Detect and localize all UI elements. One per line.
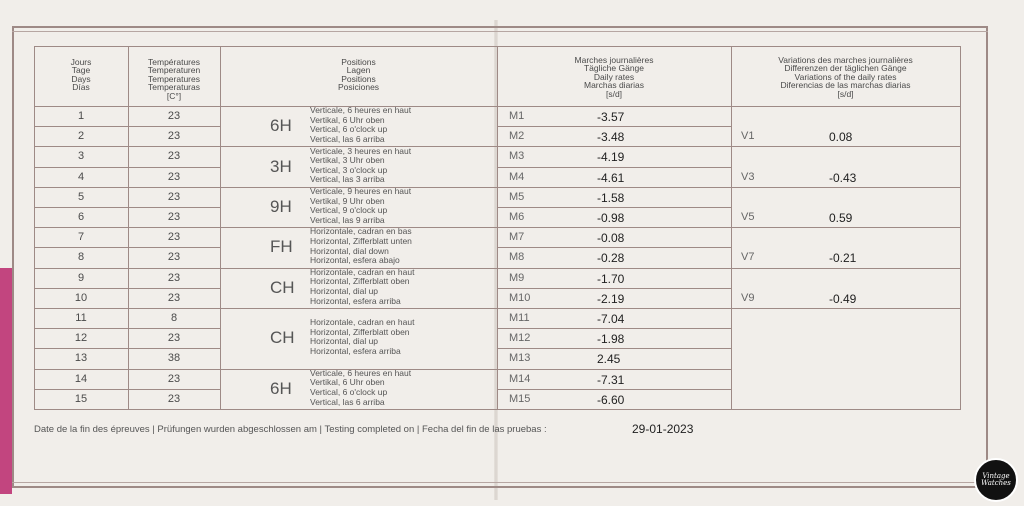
measurement-label: M1: [509, 110, 525, 122]
daily-rate-value: -0.28: [597, 251, 625, 266]
row-divider: [34, 268, 220, 269]
header-temperatures-line: Températures: [148, 57, 200, 67]
measurement-label: M10: [509, 291, 531, 304]
header-daily-rates-line: Marches journalières: [574, 55, 654, 65]
row-divider: [497, 308, 731, 309]
position-description-line: Vertical, 3 o'clock up: [310, 164, 388, 175]
temperature-cell: 23: [167, 291, 181, 304]
header-daily-rates-line: [s/d]: [605, 88, 623, 99]
row-divider: [34, 146, 220, 147]
day-cell: 9: [77, 271, 85, 284]
row-divider: [497, 126, 731, 127]
position-code: FH: [270, 237, 293, 257]
variation-label: V1: [741, 130, 755, 143]
day-cell: 10: [74, 291, 88, 304]
variation-divider: [731, 268, 960, 269]
row-divider: [34, 288, 220, 289]
header-days-line: Tage: [71, 65, 91, 76]
daily-rate-value: -1.70: [597, 271, 625, 286]
row-divider: [497, 146, 731, 147]
position-description: [310, 318, 414, 356]
variation-divider: [731, 146, 960, 147]
temperature-cell: 38: [167, 352, 181, 365]
day-cell: 3: [77, 150, 85, 163]
variation-label: V7: [741, 251, 755, 264]
measurement-label: M13: [509, 352, 531, 365]
position-code: CH: [270, 277, 295, 297]
frame-inner-line-bottom: [12, 482, 988, 483]
temperature-cell: 23: [167, 271, 181, 284]
position-code: 9H: [270, 197, 292, 216]
temperature-cell: 23: [167, 110, 181, 122]
day-cell: 11: [75, 312, 87, 324]
measurement-label: M5: [509, 190, 525, 203]
row-divider: [497, 227, 731, 228]
position-description-line: Verticale, 6 heures en haut: [310, 367, 412, 378]
daily-rate-value: -1.98: [597, 332, 625, 347]
position-description-line: Horizontale, cadran en bas: [310, 226, 412, 237]
header-daily-rates-line: Marchas diarias: [584, 80, 644, 91]
measurement-label: M6: [509, 211, 525, 223]
position-description-line: Vertical, 9 o'clock up: [310, 205, 388, 216]
day-cell: 5: [77, 190, 85, 203]
row-divider: [34, 187, 220, 188]
temperature-cell: 23: [167, 150, 181, 163]
variation-value: -0.21: [829, 251, 857, 266]
day-cell: 13: [74, 352, 88, 365]
header-positions-line: Positions: [341, 57, 376, 67]
header-temperatures-line: Temperaturas: [148, 82, 200, 93]
row-divider: [497, 389, 731, 390]
header-daily-rates: [497, 56, 731, 98]
temperature-cell: 23: [167, 251, 181, 264]
position-code: 6H: [270, 116, 292, 136]
position-description-line: Verticale, 6 heures en haut: [310, 105, 412, 116]
variation-value: 0.08: [829, 130, 853, 145]
daily-rate-value: -7.31: [597, 372, 625, 387]
day-cell: 6: [77, 211, 85, 223]
row-divider: [497, 247, 731, 248]
table-border-right: [960, 46, 961, 410]
day-cell: 12: [74, 332, 88, 345]
position-description-line: Horizontal, Zifferblatt oben: [310, 326, 410, 337]
position-description-line: Vertical, las 6 arriba: [310, 133, 385, 144]
variation-value: -0.49: [829, 291, 857, 306]
row-divider: [497, 268, 731, 269]
day-cell: 8: [77, 251, 85, 264]
row-divider: [497, 167, 731, 168]
measurement-label: M3: [509, 150, 525, 163]
position-description: [310, 227, 412, 265]
temperature-cell: 23: [167, 190, 181, 203]
day-cell: 1: [77, 110, 85, 122]
variation-label: V3: [741, 170, 755, 183]
header-positions-line: Lagen: [346, 65, 371, 76]
position-description-line: Vertical, las 3 arriba: [310, 174, 385, 185]
variation-divider: [731, 227, 960, 228]
completion-label: Date de la fin des épreuves | Prüfungen wurden abgeschlossen am | Testing completed on | Fecha del fin de las pruebas :: [34, 424, 547, 435]
header-days: [34, 58, 128, 92]
daily-rate-value: -6.60: [597, 392, 625, 407]
header-days-line: Días: [72, 82, 90, 93]
temperature-cell: 23: [167, 211, 181, 223]
day-cell: 15: [74, 392, 88, 405]
measurement-label: M12: [509, 332, 531, 345]
measurement-label: M11: [509, 312, 530, 324]
day-cell: 7: [77, 231, 85, 244]
row-divider: [34, 308, 220, 309]
header-temperatures-line: Temperatures: [148, 73, 200, 84]
position-code: 6H: [270, 378, 292, 398]
position-description-line: Horizontal, esfera arriba: [310, 295, 401, 306]
measurement-label: M14: [509, 372, 531, 385]
frame-inner-line-top: [12, 31, 988, 32]
header-temperatures: [128, 58, 220, 100]
position-description-line: Vertikal, 3 Uhr oben: [310, 155, 385, 166]
vintage-watches-logo: Vintage Watches: [974, 458, 1018, 502]
daily-rate-value: -0.98: [597, 211, 625, 225]
row-divider: [34, 348, 220, 349]
header-positions-line: Posiciones: [337, 82, 380, 93]
position-description-line: Horizontale, cadran en haut: [310, 266, 415, 277]
completion-date: 29-01-2023: [632, 422, 694, 436]
temperature-cell: 23: [167, 392, 181, 405]
daily-rate-value: 2.45: [597, 352, 621, 367]
position-description-line: Horizontal, dial up: [310, 336, 379, 347]
header-variations: [731, 56, 960, 98]
position-description-line: Verticale, 9 heures en haut: [310, 186, 412, 196]
row-divider: [497, 187, 731, 188]
variation-value: -0.43: [829, 170, 857, 185]
header-variations-line: Variations des marches journalières: [778, 55, 913, 65]
daily-rate-value: -0.08: [597, 231, 625, 246]
row-divider: [497, 288, 731, 289]
row-divider: [34, 207, 220, 208]
position-description-line: Vertical, 6 o'clock up: [310, 124, 388, 135]
measurement-label: M15: [509, 392, 531, 405]
day-cell: 14: [74, 372, 88, 385]
temperature-cell: 23: [167, 372, 181, 385]
row-divider: [34, 389, 220, 390]
position-description-line: Horizontal, esfera arriba: [310, 346, 401, 357]
header-daily-rates-line: Tägliche Gänge: [583, 63, 644, 74]
header-variations-line: Diferencias de las marchas diarias: [780, 80, 911, 91]
row-divider: [34, 126, 220, 127]
variation-label: V9: [741, 291, 755, 304]
temperature-cell: 23: [167, 130, 181, 143]
header-days-line: Days: [71, 73, 91, 84]
position-divider: [220, 308, 497, 309]
measurement-label: M8: [509, 251, 525, 264]
row-divider: [34, 328, 220, 329]
measurement-label: M7: [509, 231, 525, 244]
position-description: [310, 268, 414, 306]
daily-rate-value: -4.61: [597, 170, 625, 185]
row-divider: [497, 369, 731, 370]
position-description-line: Horizontal, dial down: [310, 245, 389, 256]
variation-divider: [731, 187, 960, 188]
position-description: [310, 106, 411, 144]
row-divider: [34, 247, 220, 248]
position-description-line: Horizontal, esfera abajo: [310, 255, 400, 266]
position-description-line: Vertical, 6 o'clock up: [310, 386, 388, 397]
position-description-line: Horizontal, Zifferblatt oben: [310, 276, 410, 287]
header-daily-rates-line: Daily rates: [593, 71, 635, 82]
row-divider: [497, 348, 731, 349]
temperature-cell: 23: [167, 170, 181, 183]
table-border-bottom: [34, 409, 960, 410]
measurement-label: M9: [509, 271, 525, 284]
position-description: [310, 369, 411, 407]
header-variations-line: [s/d]: [837, 88, 854, 99]
header-temperatures-line: [C°]: [166, 90, 182, 101]
header-variations-line: Differenzen der täglichen Gänge: [784, 63, 907, 74]
row-divider: [497, 207, 731, 208]
temperature-cell: 8: [170, 312, 178, 324]
position-description-line: Vertikal, 9 Uhr oben: [310, 195, 385, 206]
pink-edge-strip: [0, 268, 12, 494]
position-code: CH: [270, 328, 295, 348]
variation-label: V5: [741, 211, 755, 223]
row-divider: [34, 227, 220, 228]
daily-rate-value: -3.48: [597, 130, 625, 145]
header-positions: [220, 58, 497, 92]
daily-rate-value: -7.04: [597, 312, 625, 326]
header-divider: [34, 106, 960, 107]
position-description: [310, 187, 411, 225]
position-description: [310, 147, 411, 185]
variation-divider: [731, 308, 960, 309]
position-description-line: Vertikal, 6 Uhr oben: [310, 377, 385, 388]
row-divider: [34, 167, 220, 168]
temperature-cell: 23: [167, 332, 181, 345]
row-divider: [497, 328, 731, 329]
header-days-line: Jours: [70, 57, 92, 67]
position-description-line: Verticale, 3 heures en haut: [310, 145, 412, 156]
temperature-cell: 23: [167, 231, 181, 244]
position-description-line: Horizontal, Zifferblatt unten: [310, 235, 412, 246]
header-temperatures-line: Temperaturen: [147, 65, 201, 76]
position-description-line: Vertikal, 6 Uhr oben: [310, 114, 385, 125]
header-positions-line: Positions: [341, 73, 376, 84]
daily-rate-value: -2.19: [597, 291, 625, 306]
header-variations-line: Variations of the daily rates: [794, 71, 897, 82]
daily-rate-value: -4.19: [597, 150, 625, 165]
row-divider: [34, 369, 220, 370]
position-code: 3H: [270, 156, 292, 176]
measurement-label: M4: [509, 170, 525, 183]
daily-rate-value: -3.57: [597, 110, 625, 124]
position-description-line: Horizontal, dial up: [310, 285, 379, 296]
position-description-line: Vertical, las 9 arriba: [310, 214, 385, 225]
position-description-line: Horizontale, cadran en haut: [310, 317, 415, 328]
daily-rate-value: -1.58: [597, 190, 625, 205]
day-cell: 4: [77, 170, 85, 183]
day-cell: 2: [77, 130, 85, 143]
measurement-label: M2: [509, 130, 525, 143]
position-description-line: Vertical, las 6 arriba: [310, 396, 385, 407]
variation-value: 0.59: [829, 211, 853, 225]
